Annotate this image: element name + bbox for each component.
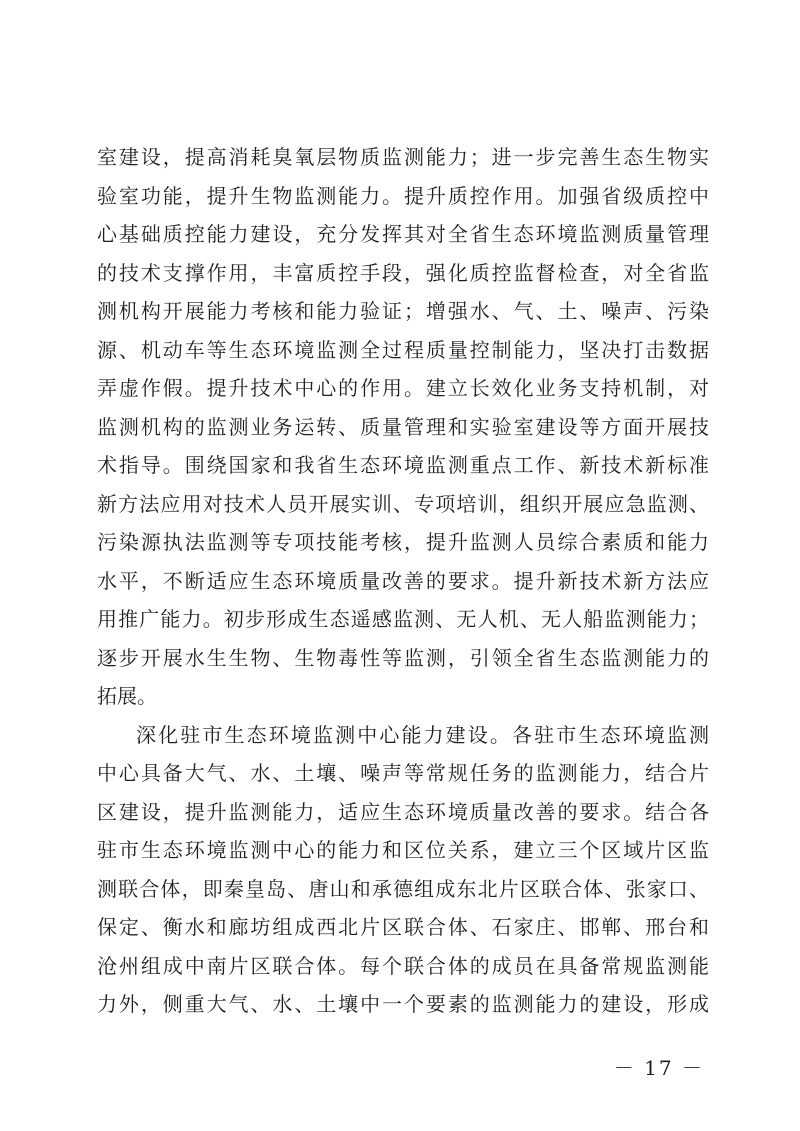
text-line: 测联合体，即秦皇岛、唐山和承德组成东北片区联合体、张家口、 xyxy=(97,876,709,901)
text-line: 逐步开展水生生物、生物毒性等监测，引领全省生态监测能力的 xyxy=(97,645,709,670)
text-line: 验室功能，提升生物监测能力。提升质控作用。加强省级质控中 xyxy=(97,183,709,208)
text-line: 水平，不断适应生态环境质量改善的要求。提升新技术新方法应 xyxy=(97,568,709,593)
text-line: 的技术支撑作用，丰富质控手段，强化质控监督检查，对全省监 xyxy=(97,260,709,285)
text-line: 监测机构的监测业务运转、质量管理和实验室建设等方面开展技 xyxy=(97,414,709,439)
text-line: 室建设，提高消耗臭氧层物质监测能力；进一步完善生态生物实 xyxy=(97,145,709,169)
text-line: 力外，侧重大气、水、土壤中一个要素的监测能力的建设，形成 xyxy=(97,992,709,1016)
text-line: 心基础质控能力建设，充分发挥其对全省生态环境监测质量管理 xyxy=(97,222,709,246)
text-line: 驻市生态环境监测中心的能力和区位关系，建立三个区域片区监 xyxy=(97,838,709,862)
text-line: 污染源执法监测等专项技能考核，提升监测人员综合素质和能力 xyxy=(97,530,709,554)
text-line: 中心具备大气、水、土壤、噪声等常规任务的监测能力，结合片 xyxy=(97,761,709,785)
text-line: 测机构开展能力考核和能力验证；增强水、气、土、噪声、污染 xyxy=(97,299,709,323)
text-line: 术指导。围绕国家和我省生态环境监测重点工作、新技术新标准 xyxy=(97,453,709,477)
paragraph-first-line: 深化驻市生态环境监测中心能力建设。各驻市生态环境监测 xyxy=(136,722,709,747)
text-line: 用推广能力。初步形成生态遥感监测、无人机、无人船监测能力； xyxy=(97,607,709,631)
page-number: － 17 － xyxy=(613,1056,704,1080)
body-text xyxy=(97,138,709,1024)
text-line: 弄虚作假。提升技术中心的作用。建立长效化业务支持机制，对 xyxy=(97,376,709,400)
text-line: 拓展。 xyxy=(97,684,157,708)
text-line: 源、机动车等生态环境监测全过程质量控制能力，坚决打击数据 xyxy=(97,337,709,362)
text-line: 区建设，提升监测能力，适应生态环境质量改善的要求。结合各 xyxy=(97,799,709,824)
text-line: 新方法应用对技术人员开展实训、专项培训，组织开展应急监测、 xyxy=(97,491,709,516)
text-line: 保定、衡水和廊坊组成西北片区联合体、石家庄、邯郸、邢台和 xyxy=(97,915,709,939)
text-line: 沧州组成中南片区联合体。每个联合体的成员在具备常规监测能 xyxy=(97,953,709,978)
